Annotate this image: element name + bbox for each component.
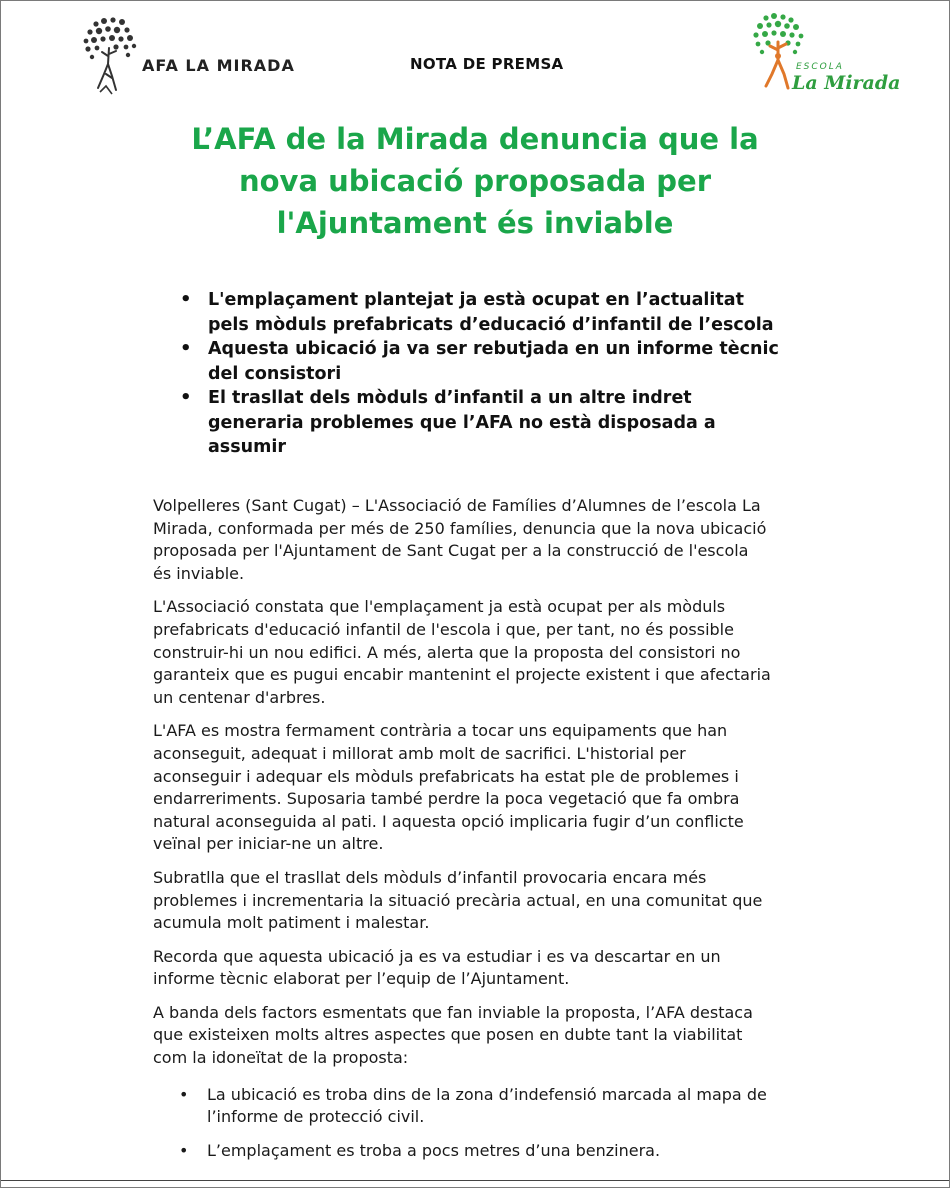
highlight-line: • El trasllat dels mòduls d’infantil a un altre indret bbox=[208, 388, 692, 408]
paragraph-line: acumula molt patiment i malestar. bbox=[153, 913, 430, 933]
afa-logo-text: AFA LA MIRADA bbox=[142, 56, 295, 75]
press-release-label: NOTA DE PREMSA bbox=[410, 55, 564, 73]
paragraph bbox=[153, 720, 833, 856]
paragraph-line: com la idoneïtat de la proposta: bbox=[153, 1048, 409, 1068]
tree-dots-icon bbox=[82, 16, 142, 98]
paragraph-line: aconseguit, adequat i millorat amb molt de sacrifici. L'historial per bbox=[153, 743, 686, 763]
paragraph bbox=[153, 495, 833, 585]
paragraph-line: proposada per l'Ajuntament de Sant Cugat per a la construcció de l'escola bbox=[153, 541, 749, 561]
paragraph-line: veïnal per iniciar-ne un altre. bbox=[153, 834, 384, 854]
paragraph-line: informe tècnic elaborat per l’equip de l’Ajuntament. bbox=[153, 969, 570, 989]
highlight-line: pels mòduls prefabricats d’educació d’infantil de l’escola bbox=[208, 314, 774, 335]
paragraph-line: Volpelleres (Sant Cugat) – L'Associació de Famílies d’Alumnes de l’escola La bbox=[153, 496, 761, 515]
paragraph-line: A banda dels factors esmentats que fan inviable la proposta, l’AFA destaca bbox=[153, 1002, 753, 1022]
highlight-line: • Aquesta ubicació ja va ser rebutjada en un informe tècnic bbox=[208, 339, 779, 359]
factor-item bbox=[153, 1084, 833, 1129]
highlights-list bbox=[180, 288, 830, 460]
paragraph-line: L'Associació constata que l'emplaçament ja està ocupat per als mòduls bbox=[153, 597, 726, 617]
factor-line: l’informe de protecció civil. bbox=[207, 1107, 425, 1127]
highlight-item bbox=[180, 288, 830, 337]
article-body bbox=[153, 495, 833, 1173]
highlight-item bbox=[180, 386, 830, 460]
paragraph bbox=[153, 946, 833, 991]
paragraph-line: Mirada, conformada per més de 250 famílies, denuncia que la nova ubicació bbox=[153, 518, 767, 538]
highlight-line: • L'emplaçament plantejat ja està ocupat en l’actualitat bbox=[208, 290, 744, 310]
paragraph bbox=[153, 867, 833, 935]
factor-line: • La ubicació es troba dins de la zona d’indefensió marcada al mapa de bbox=[207, 1084, 767, 1104]
headline-line: l'Ajuntament és inviable bbox=[276, 206, 674, 240]
paragraph-line: problemes i incrementaria la situació precària actual, en una comunitat que bbox=[153, 890, 763, 910]
headline-line: nova ubicació proposada per bbox=[238, 164, 712, 198]
highlight-line: generaria problemes que l’AFA no està disposada a bbox=[208, 412, 716, 433]
paragraph-line: un centenar d'arbres. bbox=[153, 687, 326, 707]
paragraph-line: Recorda que aquesta ubicació ja es va estudiar i es va descartar en un bbox=[153, 946, 721, 966]
paragraph bbox=[153, 596, 833, 709]
factor-item bbox=[153, 1140, 833, 1163]
paragraph-line: que existeixen molts altres aspectes que posen en dubte tant la viabilitat bbox=[153, 1025, 743, 1045]
paragraph bbox=[153, 1002, 833, 1070]
factor-line: • L’emplaçament es troba a pocs metres d’una benzinera. bbox=[207, 1140, 661, 1160]
afa-logo bbox=[82, 16, 295, 98]
factors-list bbox=[153, 1084, 833, 1163]
headline bbox=[100, 118, 850, 244]
escola-logo bbox=[748, 12, 901, 96]
paragraph-line: L'AFA es mostra fermament contrària a tocar uns equipaments que han bbox=[153, 721, 728, 741]
paragraph-line: prefabricats d'educació infantil de l'escola i que, per tant, no és possible bbox=[153, 619, 734, 639]
highlight-line: del consistori bbox=[208, 363, 342, 384]
paragraph-line: és inviable. bbox=[153, 563, 245, 583]
paragraph-line: natural aconseguida al pati. I aquesta opció implicaria fugir d’un conflicte bbox=[153, 811, 744, 831]
paragraph-line: endarreriments. Suposaria també perdre la poca vegetació que fa ombra bbox=[153, 789, 740, 809]
paragraph-line: Subratlla que el trasllat dels mòduls d’infantil provocaria encara més bbox=[153, 867, 707, 887]
paragraph-line: garanteix que es pugui encabir mantenint el projecte existent i que afectaria bbox=[153, 665, 771, 685]
escola-name: La Mirada bbox=[792, 72, 901, 94]
highlight-item bbox=[180, 337, 830, 386]
highlight-line: assumir bbox=[208, 437, 286, 457]
paragraph-line: aconseguir i adequar els mòduls prefabricats ha estat ple de problemes i bbox=[153, 766, 739, 786]
headline-line: L’AFA de la Mirada denuncia que la bbox=[191, 122, 759, 156]
paragraph-line: construir-hi un nou edifici. A més, alerta que la proposta del consistori no bbox=[153, 642, 741, 662]
escola-label: ESCOLA bbox=[796, 62, 844, 72]
